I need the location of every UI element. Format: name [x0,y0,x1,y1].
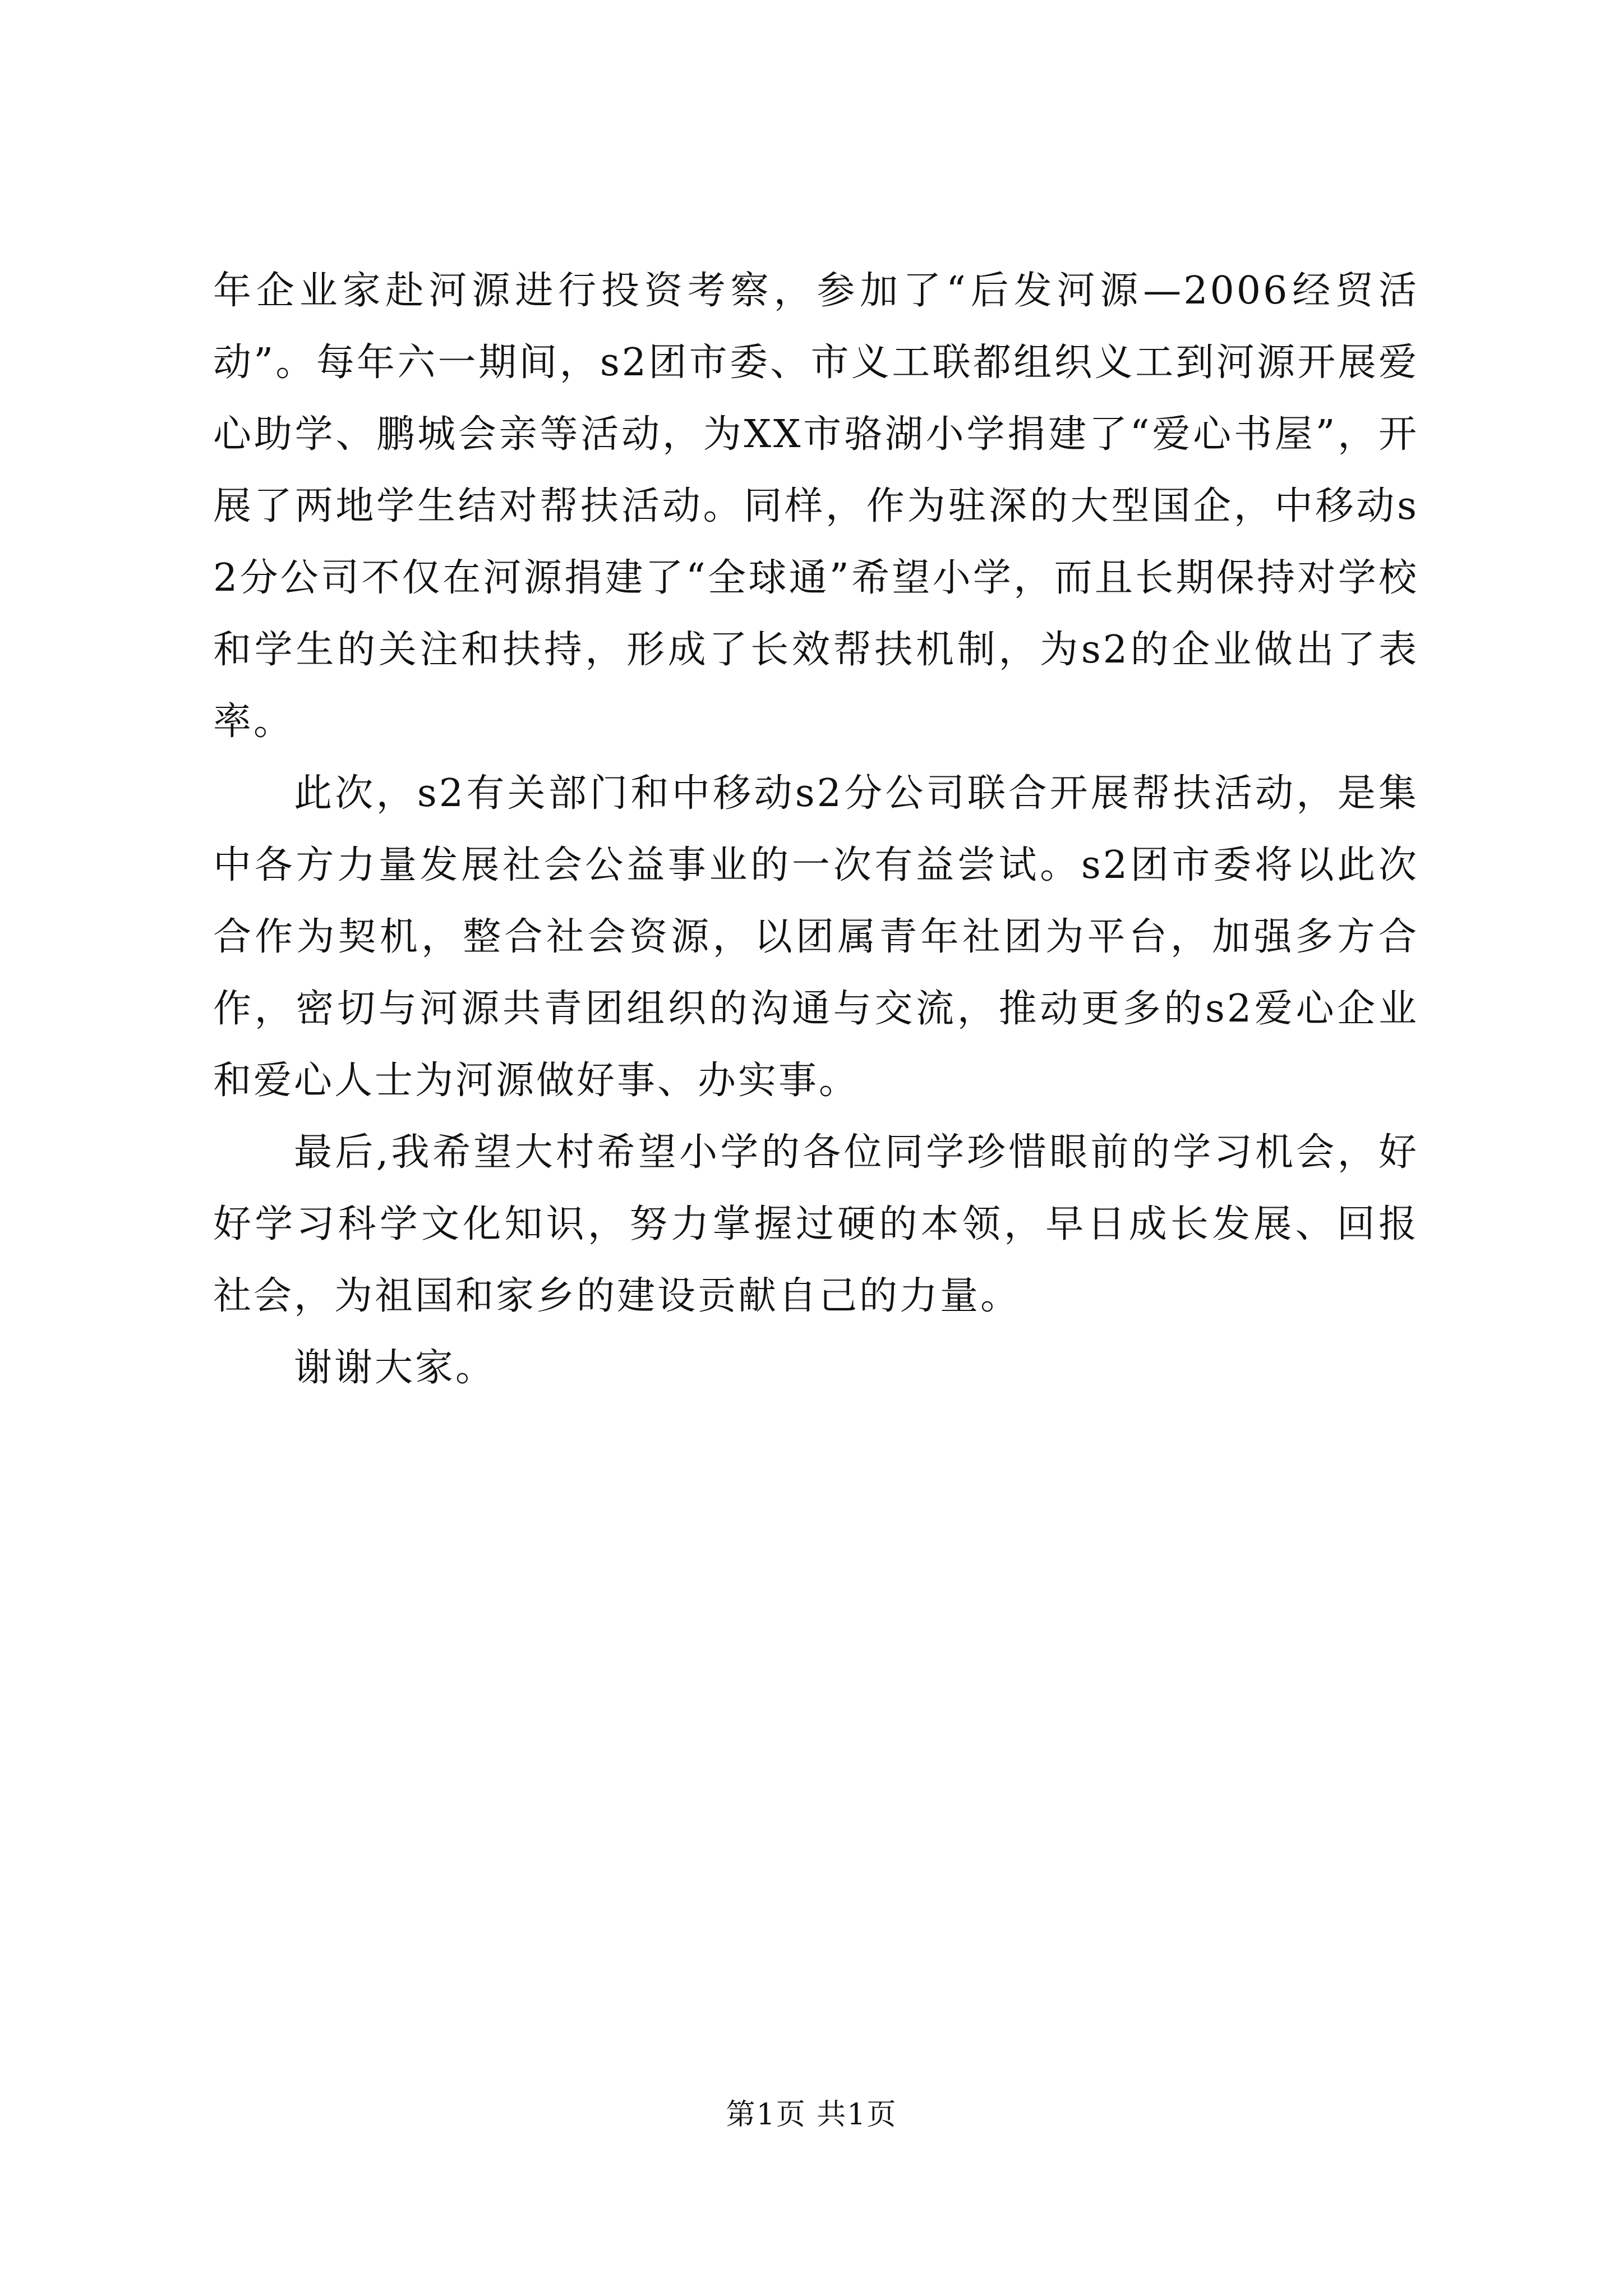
paragraph-joint-assistance: 此次，s2有关部门和中移动s2分公司联合开展帮扶活动，是集中各方力量发展社会公益事业的一次有益尝试。s2团市委将以此次合作为契机，整合社会资源，以团属青年社团为平台，加强多方合作，密切与河源共青团组织的沟通与交流，推动更多的s2爱心企业和爱心人士为河源做好事、办实事。 [213,771,1419,1103]
page-footer [0,2095,1623,2134]
page-number-label: 第1页 共1页 [726,2098,897,2132]
document-body [213,255,1419,1404]
paragraph-investment-activities: 年企业家赴河源进行投资考察，参加了“后发河源—2006经贸活动”。每年六一期间，s2团市委、市义工联都组织义工到河源开展爱心助学、鹏城会亲等活动，为XX市骆湖小学捐建了“爱心书屋”，开展了两地学生结对帮扶活动。同样，作为驻深的大型国企，中移动s2分公司不仅在河源捐建了“全球通”希望小学，而且长期保持对学校和学生的关注和扶持，形成了长效帮扶机制，为s2的企业做出了表率。 [213,269,1419,744]
paragraph-closing-wishes: 最后,我希望大村希望小学的各位同学珍惜眼前的学习机会，好好学习科学文化知识，努力掌握过硬的本领，早日成长发展、回报社会，为祖国和家乡的建设贡献自己的力量。 [213,1130,1419,1318]
paragraph-thanks: 谢谢大家。 [294,1346,496,1390]
